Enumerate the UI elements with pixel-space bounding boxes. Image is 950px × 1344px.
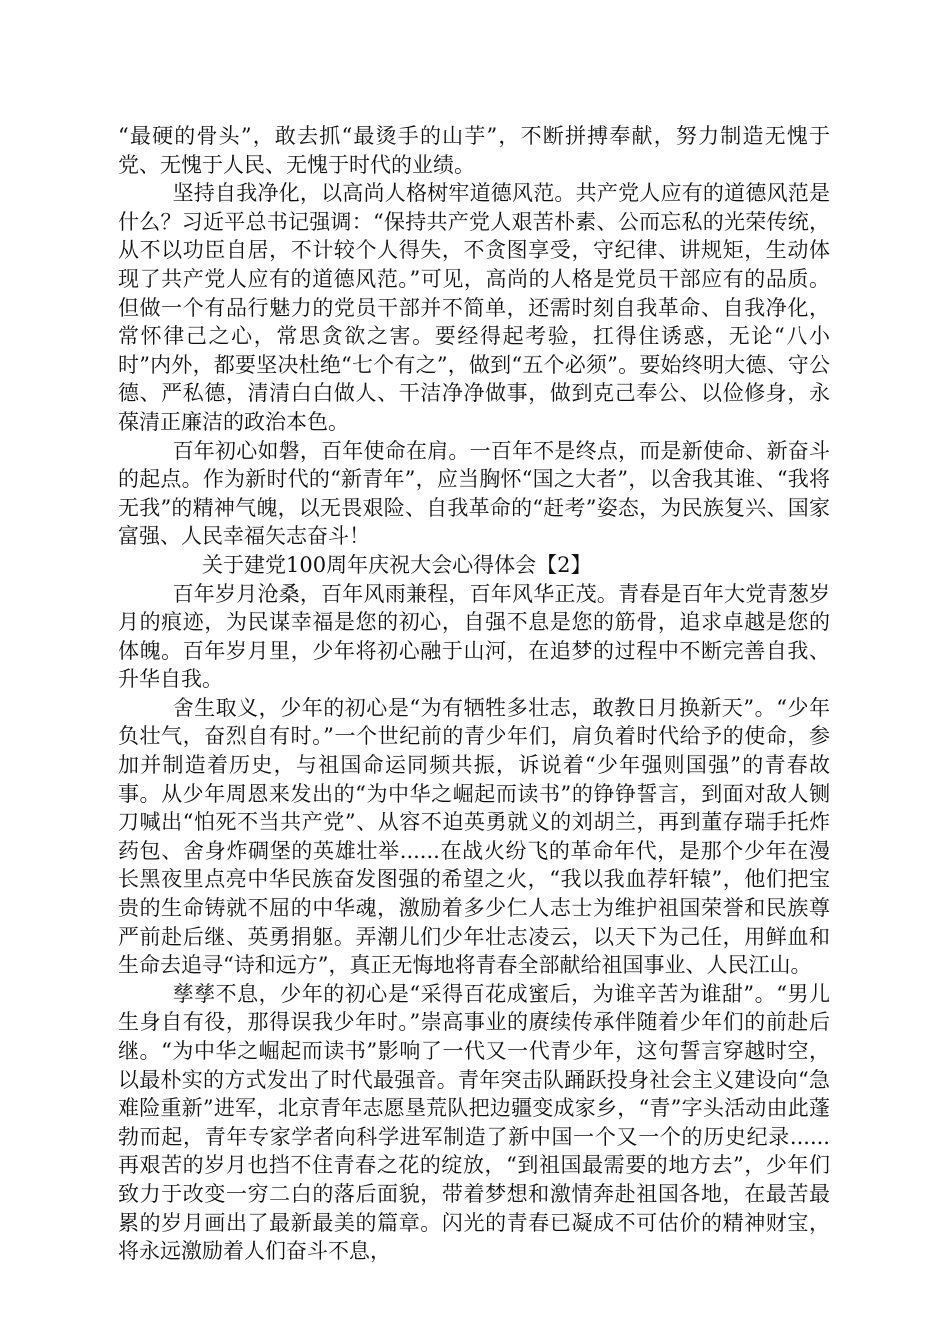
paragraph-century-years: 百年岁月沧桑，百年风雨兼程，百年风华正茂。青春是百年大党青葱岁月的痕迹，为民谋幸福是您的初心，自强不息是您的筋骨，追求卓越是您的体魄。百年岁月里，少年将初心融于山河，在追梦的过程中不断完善自我、升华自我。 — [118, 581, 830, 692]
section-heading: 关于建党100周年庆祝大会心得体会【2】 — [202, 552, 592, 577]
paragraph-sacrifice: 舍生取义，少年的初心是“为有牺牲多壮志，敢教日月换新天”。“少年负壮气，奋烈自有时。”一个世纪前的青少年们，肩负着时代给予的使命，参加并制造着历史，与祖国命运同频共振，诉说着“少年强则国强”的青春故事。从少年周恩来发出的“为中华之崛起而读书”的铮铮誓言，到面对敌人铡刀喊出“怕死不当共产党”、从容不迫英勇就义的刘胡兰，再到董存瑞手托炸药包、舍身炸碉堡的英雄壮举......在战火纷飞的革命年代，是那个少年在漫长黑夜里点亮中华民族奋发图强的希望之火，“我以我血荐轩辕”，他们把宝贵的生命铸就不屈的中华魂，激励着多少仁人志士为维护祖国荣誉和民族尊严前赴后继、英勇捐躯。弄潮儿们少年壮志凌云，以天下为己任，用鲜血和生命去追寻“诗和远方”，真正无悔地将青春全部献给祖国事业、人民江山。 — [118, 695, 830, 978]
paragraph-self-purification: 坚持自我净化，以高尚人格树牢道德风范。共产党人应有的道德风范是什么？习近平总书记强调：“保持共产党人艰苦朴素、公而忘私的光荣传统，从不以功臣自居，不计较个人得失，不贪图享受，守纪律、讲规矩，生动体现了共产党人应有的道德风范。”可见，高尚的人格是党员干部应有的品质。但做一个有品行魅力的党员干部并不简单，还需时刻自我革命、自我净化，常怀律己之心，常思贪欲之害。要经得起考验，扛得住诱惑，无论“八小时”内外，都要坚决杜绝“七个有之”，做到“五个必须”。要始终明大德、守公德、严私德，清清白白做人、干洁净净做事，做到克己奉公、以俭修身，永葆清正廉洁的政治本色。 — [118, 181, 830, 434]
paragraph-diligence: 孳孳不息，少年的初心是“采得百花成蜜后，为谁辛苦为谁甜”。“男儿生身自有役，那得误我少年时。”崇高事业的赓续传承伴随着少年们的前赴后继。“为中华之崛起而读书”影响了一代又一代青少年，这句誓言穿越时空，以最朴实的方式发出了时代最强音。青年突击队踊跃投身社会主义建设向“急难险重新”进军，北京青年志愿垦荒队把边疆变成家乡，“青”字头活动由此蓬勃而起，青年专家学者向科学进军制造了新中国一个又一个的历史纪录......再艰苦的岁月也挡不住青春之花的绽放，“到祖国最需要的地方去”，少年们致力于改变一穷二白的落后面貌，带着梦想和激情奔赴祖国各地，在最苦最累的岁月画出了最新最美的篇章。闪光的青春已凝成不可估价的精神财宝， 将永远激励着人们奋斗不息， — [118, 981, 830, 1264]
paragraph-continuation: “最硬的骨头”，敢去抓“最烫手的山芋”，不断拼搏奉献，努力制造无愧于党、无愧于人民、无愧于时代的业绩。 — [118, 124, 830, 177]
document-body — [118, 122, 830, 1266]
paragraph-century-mission: 百年初心如磐，百年使命在肩。一百年不是终点，而是新使命、新奋斗的起点。作为新时代的“新青年”，应当胸怀“国之大者”，以舍我其谁、“我将无我”的精神气魄，以无畏艰险、自我革命的“赶考”姿态，为民族复兴、国家富强、人民幸福矢志奋斗！ — [118, 438, 830, 549]
